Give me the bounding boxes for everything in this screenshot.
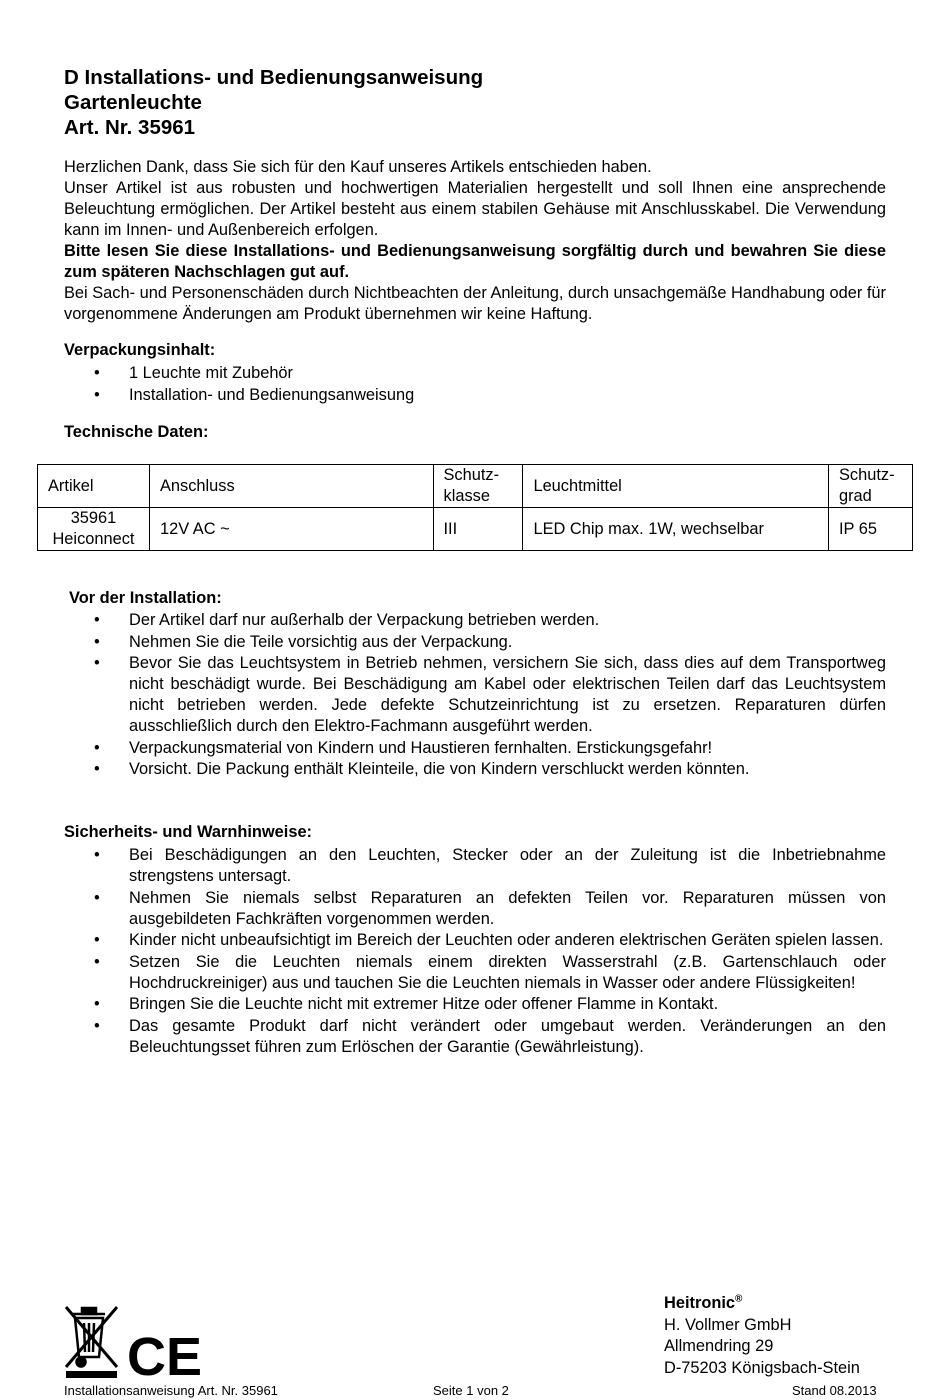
safety-heading: Sicherheits- und Warnhinweise:: [64, 823, 313, 841]
bullet-icon: •: [94, 931, 100, 949]
list-item: • Nehmen Sie die Teile vorsichtig aus der Verpackung.: [94, 632, 513, 651]
footer-page-number: Seite 1 von 2: [433, 1383, 509, 1398]
header-leuchtmittel: Leuchtmittel: [523, 465, 829, 508]
bullet-icon: •: [94, 611, 100, 629]
title-line-3: Art. Nr. 35961: [64, 116, 196, 139]
header-anschluss: Anschluss: [149, 465, 433, 508]
list-item: • Der Artikel darf nur außerhalb der Verpackung betrieben werden.: [94, 611, 600, 629]
technical-heading-wrap: [64, 422, 886, 443]
before-install-section: [64, 588, 886, 781]
cell-anschluss: 12V AC ~: [149, 508, 433, 551]
title-line-1: D Installations- und Bedienungsanweisung: [64, 66, 484, 89]
ce-mark: CE: [127, 1327, 203, 1381]
footer-document-id: Installationsanweisung Art. Nr. 35961: [64, 1383, 278, 1398]
bullet-icon: •: [94, 1016, 100, 1035]
packaging-section: [64, 340, 886, 407]
document-title: [64, 65, 483, 140]
table-row: [38, 508, 913, 551]
technical-heading: Technische Daten:: [64, 423, 209, 441]
before-install-heading: Vor der Installation:: [69, 589, 222, 607]
intro-liability: Bei Sach- und Personenschäden durch Nichtbeachten der Anleitung, durch unsachgemäße Handhabung oder für vorgenommene Änderungen am Produkt übernehmen wir keine Haftung.: [64, 284, 886, 323]
cell-schutzklasse: III: [433, 508, 523, 551]
header-schutzklasse: Schutz- klasse: [433, 465, 523, 508]
list-item: • Vorsicht. Die Packung enthält Kleinteile, die von Kindern verschluckt werden könnten.: [94, 760, 750, 778]
intro-description: Unser Artikel ist aus robusten und hochwertigen Materialien hergestellt und soll Ihnen eine ansprechende Beleuchtung ermöglichen. Der Artikel besteht aus einem stabilen Gehäuse mit Anschlusskabel. Die Verwendung kann im Innen- und Außenbereich erfolgen.: [64, 179, 886, 239]
safety-section: [64, 822, 886, 1058]
list-item: • 1 Leuchte mit Zubehör: [94, 364, 294, 382]
bullet-icon: •: [94, 888, 100, 907]
company-street: Allmendring 29: [664, 1337, 774, 1355]
footer-revision: Stand 08.2013: [792, 1383, 877, 1398]
company-address: [664, 1293, 860, 1379]
intro-thanks: Herzlichen Dank, dass Sie sich für den Kauf unseres Artikels entschieden haben.: [64, 158, 652, 176]
bullet-icon: •: [94, 632, 100, 651]
bullet-icon: •: [94, 738, 100, 757]
packaging-heading: Verpackungsinhalt:: [64, 341, 216, 359]
bullet-icon: •: [94, 846, 100, 864]
crossed-out-wheelie-bin-icon: [66, 1307, 117, 1378]
list-item: • Nehmen Sie niemals selbst Reparaturen an defekten Teilen vor. Reparaturen müssen von ausgebildeten Fachkräften vorgenommen werden.: [94, 888, 886, 928]
title-line-2: Gartenleuchte: [64, 91, 202, 114]
bullet-icon: •: [94, 654, 100, 672]
bullet-icon: •: [94, 364, 100, 382]
header-artikel: Artikel: [38, 465, 150, 508]
bullet-icon: •: [94, 760, 100, 778]
list-item: • Kinder nicht unbeaufsichtigt im Bereich der Leuchten oder anderen elektrischen Geräten spielen lassen.: [94, 931, 884, 949]
cell-leuchtmittel: LED Chip max. 1W, wechselbar: [523, 508, 829, 551]
list-item: • Installation- und Bedienungsanweisung: [94, 386, 415, 404]
list-item: • Bringen Sie die Leuchte nicht mit extremer Hitze oder offener Flamme in Kontakt.: [94, 995, 719, 1013]
technical-data-table: [37, 464, 913, 551]
list-item: • Bei Beschädigungen an den Leuchten, Stecker oder an der Zuleitung ist die Inbetriebnahme strengstens untersagt.: [94, 846, 886, 885]
safety-list: [64, 845, 886, 1058]
weee-and-ce-marks: [63, 1305, 203, 1381]
cell-artikel: 35961 Heiconnect: [38, 508, 150, 551]
bullet-icon: •: [94, 952, 100, 971]
company-line-2: H. Vollmer GmbH: [664, 1315, 792, 1334]
table-header-row: [38, 465, 913, 508]
company-city: D-75203 Königsbach-Stein: [664, 1358, 860, 1377]
bullet-icon: •: [94, 995, 100, 1013]
list-item: • Das gesamte Produkt darf nicht verändert oder umgebaut werden. Veränderungen an den Beleuchtungsset führen zum Erlöschen der Garantie (Gewährleistung).: [94, 1016, 886, 1056]
intro-text: [64, 157, 886, 325]
cell-schutzgrad: IP 65: [828, 508, 912, 551]
bullet-icon: •: [94, 386, 100, 404]
before-install-list: [64, 610, 886, 780]
packaging-list: [64, 363, 886, 406]
header-schutzgrad: Schutz- grad: [828, 465, 912, 508]
list-item: • Setzen Sie die Leuchten niemals einem direkten Wasserstrahl (z.B. Gartenschlauch oder Hochdruckreiniger) aus und tauchen Sie die Leuchten niemals in Wasser oder andere Flüssigkeiten!: [94, 952, 886, 992]
list-item: • Bevor Sie das Leuchtsystem in Betrieb nehmen, versichern Sie sich, dass dies auf dem Transportweg nicht beschädigt wurde. Bei Beschädigung am Kabel oder elektrischen Teilen darf das Leuchtsystem nicht betrieben werden. Jede defekte Schutzeinrichtung ist zu ersetzen. Reparaturen dürfen ausschließlich durch den Elektro-Fachmann ausgeführt werden.: [94, 654, 886, 735]
list-item: • Verpackungsmaterial von Kindern und Haustieren fernhalten. Erstickungsgefahr!: [94, 738, 713, 757]
compliance-marks: [63, 1305, 203, 1381]
intro-read-carefully: Bitte lesen Sie diese Installations- und Bedienungsanweisung sorgfältig durch und bewahren Sie diese zum späteren Nachschlagen gut auf.: [64, 242, 886, 281]
company-name: Heitronic®: [664, 1293, 743, 1312]
